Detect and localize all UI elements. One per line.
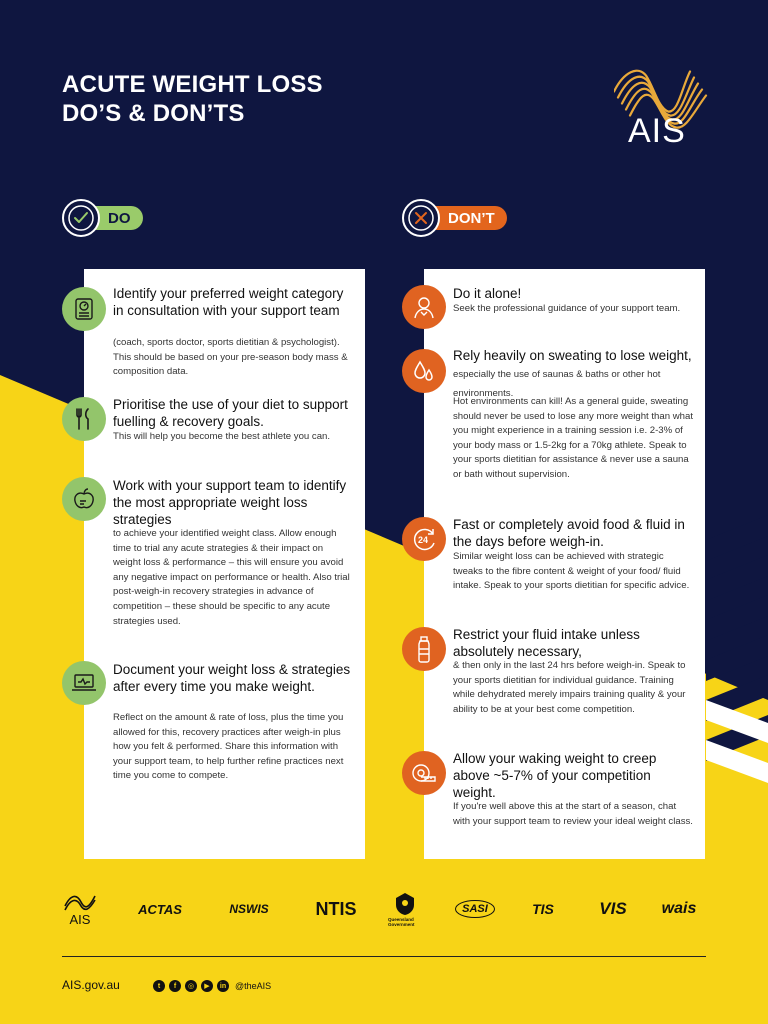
social-links	[153, 980, 271, 992]
do-card	[84, 269, 365, 859]
do-item-3-title: Work with your support team to identify the most appropriate weight loss strategies	[113, 478, 347, 527]
ais-logo-text: AIS	[628, 112, 686, 150]
sponsor-nswis[interactable]: NSWIS	[229, 902, 269, 916]
linkedin-icon[interactable]: in	[217, 980, 229, 992]
dont-header	[402, 198, 507, 238]
do-item-4-body: Reflect on the amount & rate of loss, plus the time you allowed for this, recovery practices after weigh-in plus how you felt & performed. Share this information with your support team, to help further refine practices next time you come to compete.	[113, 712, 344, 782]
do-item-2-title: Prioritise the use of your diet to support fuelling & recovery goals.	[113, 397, 348, 429]
scale-icon	[62, 287, 106, 331]
sponsor-vis[interactable]: VIS	[599, 899, 627, 918]
dont-item-2-title-tail: especially the use of saunas & baths or other hot environments.	[453, 369, 661, 399]
queensland-crest-icon	[392, 891, 418, 917]
dont-cross-circle	[402, 199, 440, 237]
do-item-3-body: to achieve your identified weight class. Allow enough time to trial any acute strategies & their impact on weight loss & performance – this will ensure you avoid any negative impact on performance or health. Also trial post-weigh-in recovery strategies in advance of competition – these should be specific to any acute strategies used.	[113, 528, 350, 627]
facebook-icon[interactable]: f	[169, 980, 181, 992]
bottle-icon	[402, 627, 446, 671]
sponsor-tis[interactable]: TIS	[532, 901, 554, 917]
cross-icon	[407, 204, 435, 232]
sponsor-actas[interactable]: ACTAS	[138, 901, 182, 917]
dont-item-5-body: If you're well above this at the start of a season, chat with your support team to review your ideal weight class.	[453, 801, 693, 827]
social-handle: @theAIS	[235, 981, 272, 991]
do-item-1-body: (coach, sports doctor, sports dietitian & psychologist). This should be based on your pre-season body mass & composition data.	[113, 337, 348, 378]
check-icon	[67, 204, 95, 232]
twitter-icon[interactable]: t	[153, 980, 165, 992]
dont-item-2-body: Hot environments can kill! As a general guide, sweating should never be used to lose any more weight than what you might experience in a training session i.e. 2-3% of your body mass or 1.5-2kg for a 70kg athlete. Speak to your sports dietitian for assistance & never use a sauna or bath without supervision.	[453, 396, 693, 480]
sponsor-ntis[interactable]: NTIS	[315, 898, 357, 919]
dont-item-1-title: Do it alone!	[453, 286, 522, 301]
dont-item-4-title: Restrict your fluid intake unless absolutely necessary,	[453, 627, 640, 659]
droplets-icon	[402, 349, 446, 393]
sponsor-queensland-government[interactable]: Queensland Government	[388, 886, 422, 932]
dont-item-2-title	[453, 347, 693, 402]
dont-item-5-title: Allow your waking weight to creep above ~5-7% of your competition weight.	[453, 751, 657, 800]
sponsor-wais[interactable]: wais	[661, 900, 697, 917]
laptop-icon	[62, 661, 106, 705]
dont-item-2-title-lead: Rely heavily on sweating to lose weight,	[453, 348, 692, 363]
sponsor-sasi[interactable]: SASI	[452, 886, 498, 932]
tape-measure-icon	[402, 751, 446, 795]
sponsor-ais[interactable]: AIS	[62, 886, 98, 932]
dont-item-4-body: & then only in the last 24 hrs before weigh-in. Speak to your sports dietitian for individual guidance. Training while dehydrated merely impairs training quality & your ability to be at your best come competition.	[453, 660, 686, 715]
dont-item-1-body: Seek the professional guidance of your support team.	[453, 303, 681, 314]
do-item-2-body: This will help you become the best athlete you can.	[113, 431, 331, 442]
title-line-1: ACUTE WEIGHT LOSS	[62, 71, 323, 98]
dont-card	[418, 269, 705, 859]
dont-label: DON’T	[426, 206, 507, 230]
footer-divider	[62, 956, 706, 957]
do-check-circle	[62, 199, 100, 237]
page-title	[62, 70, 323, 128]
do-header	[62, 198, 143, 238]
fork-knife-icon	[62, 397, 106, 441]
svg-text:24: 24	[418, 535, 429, 545]
instagram-icon[interactable]: ◎	[185, 980, 197, 992]
do-item-1-title: Identify your preferred weight category in consultation with your support team	[113, 286, 344, 318]
footer-website-link[interactable]: AIS.gov.au	[62, 978, 120, 992]
dont-item-3-title: Fast or completely avoid food & fluid in the days before weigh-in.	[453, 517, 685, 549]
sponsor-logos	[62, 886, 708, 936]
apple-icon	[62, 477, 106, 521]
title-line-2: DO’S & DON’TS	[62, 100, 245, 127]
youtube-icon[interactable]: ▶	[201, 980, 213, 992]
person-icon	[402, 285, 446, 329]
do-label: DO	[86, 206, 143, 230]
dont-item-3-body: Similar weight loss can be achieved with strategic tweaks to the fibre content & weight of your food/ fluid intake. Speak to your sports dietitian for specific advice.	[453, 551, 690, 592]
do-item-4-title: Document your weight loss & strategies after every time you make weight.	[113, 662, 351, 694]
24-hour-icon	[402, 517, 446, 561]
